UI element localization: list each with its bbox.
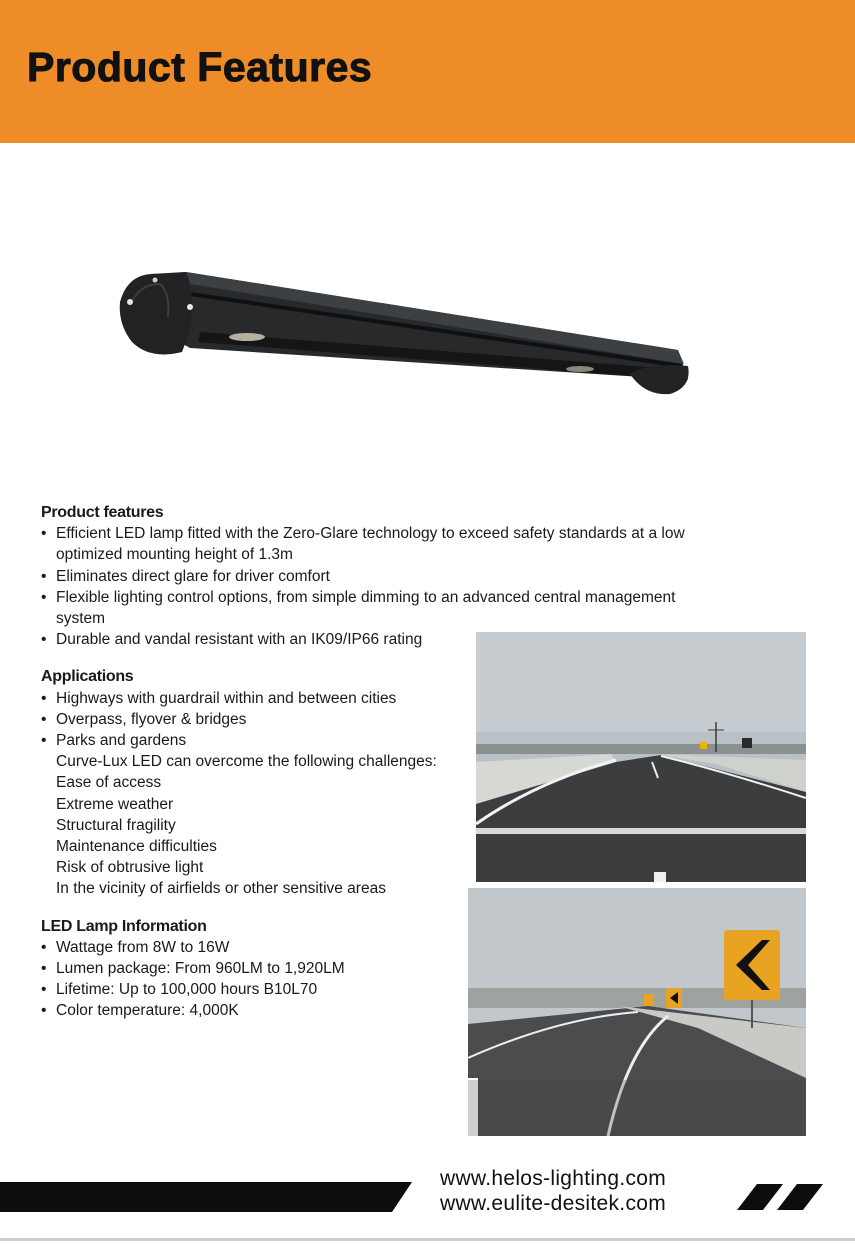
- footer-stripes-icon: [737, 1184, 827, 1210]
- led-info-title: LED Lamp Information: [41, 917, 207, 935]
- helos-website-link[interactable]: www.helos-lighting.com: [440, 1167, 667, 1190]
- list-item: Maintenance difficulties: [56, 838, 217, 856]
- list-item: • Wattage from 8W to 16W: [41, 937, 761, 958]
- list-item: Curve-Lux LED can overcome the following challenges:: [56, 753, 437, 771]
- features-title: Product features: [41, 504, 164, 521]
- list-item: • Overpass, flyover & bridges: [41, 709, 761, 730]
- curve-road-photo: [468, 888, 806, 1136]
- highway-photo: [476, 632, 806, 882]
- led-lamp-image: [110, 262, 700, 402]
- list-item: • Flexible lighting control options, from simple dimming to an advanced central management: [41, 587, 761, 608]
- list-item: • Efficient LED lamp fitted with the Zero-Glare technology to exceed safety standards at a low: [41, 523, 761, 544]
- list-item: In the vicinity of airfields or other sensitive areas: [56, 880, 386, 898]
- list-item: • Lumen package: From 960LM to 1,920LM: [41, 958, 761, 979]
- page-title: Product Features: [27, 44, 373, 90]
- list-item: • Eliminates direct glare for driver comfort: [41, 566, 761, 587]
- footer-bar: [0, 1182, 412, 1212]
- list-item: • Parks and gardens: [41, 730, 761, 751]
- header-banner: [0, 0, 855, 143]
- list-item: system: [56, 610, 106, 628]
- bottom-divider: [0, 1238, 855, 1241]
- list-item: Extreme weather: [56, 795, 174, 813]
- footer-urls: [440, 1166, 666, 1216]
- applications-title: Applications: [41, 668, 134, 686]
- list-item: • Lifetime: Up to 100,000 hours B10L70: [41, 979, 761, 1000]
- list-item: Ease of access: [56, 774, 162, 792]
- list-item: optimized mounting height of 1.3m: [56, 546, 293, 564]
- list-item: Structural fragility: [56, 816, 176, 834]
- list-item: • Highways with guardrail within and between cities: [41, 688, 761, 709]
- eulite-website-link[interactable]: www.eulite-desitek.com: [440, 1192, 667, 1215]
- list-item: • Durable and vandal resistant with an IK09/IP66 rating: [41, 629, 761, 650]
- list-item: • Color temperature: 4,000K: [41, 1000, 761, 1021]
- list-item: Risk of obtrusive light: [56, 859, 204, 877]
